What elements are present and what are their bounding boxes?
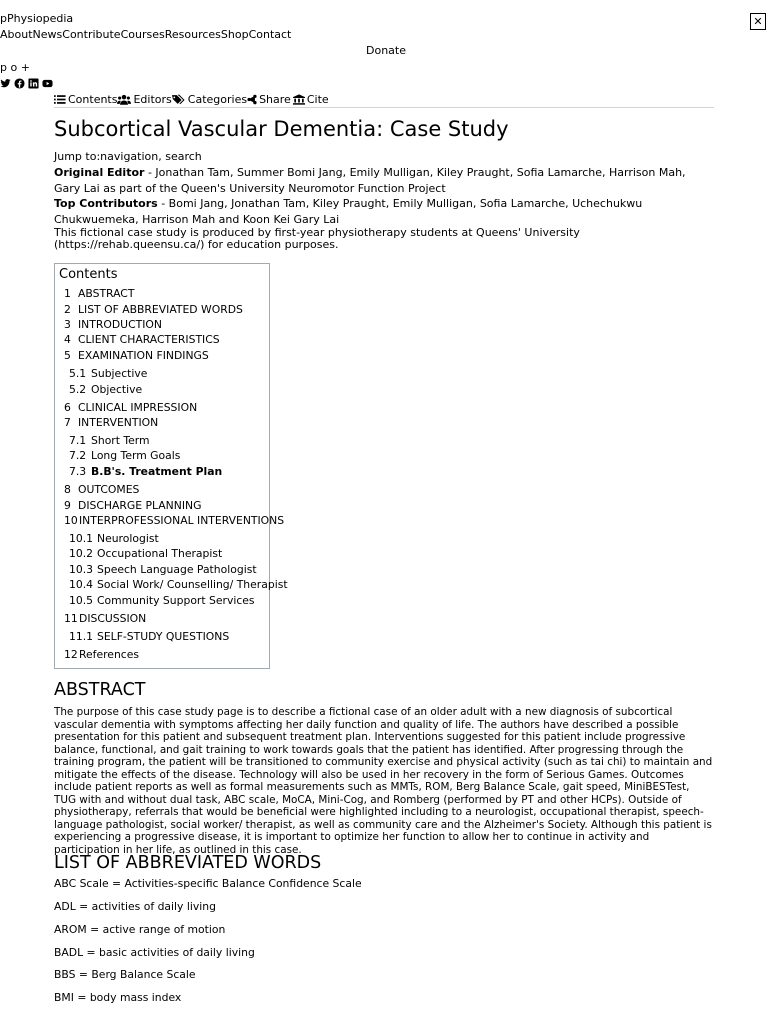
toolbar-contents[interactable]	[54, 93, 117, 106]
abbreviation-item: ADL = activities of daily living	[54, 900, 216, 913]
toc-item[interactable]	[64, 401, 197, 414]
toc-item-number: 9	[64, 499, 71, 512]
toc-item-label: CLIENT CHARACTERISTICS	[78, 333, 220, 346]
toc-item-label: DISCUSSION	[79, 612, 147, 625]
toolbar-share[interactable]	[247, 93, 291, 106]
toc-item[interactable]	[64, 612, 146, 625]
misc-line: p o +	[0, 61, 30, 74]
abbreviation-item: BMI = body mass index	[54, 991, 182, 1004]
toc-item-number: 10.2	[69, 547, 94, 560]
toc-item-number: 7.2	[69, 449, 87, 462]
toc-item[interactable]	[64, 416, 158, 429]
site-logo[interactable]: pPhysiopedia	[0, 12, 74, 25]
abbreviation-item: BADL = basic activities of daily living	[54, 946, 255, 959]
top-contributors-label: Top Contributors	[54, 197, 158, 210]
toc-item-label: Subjective	[91, 367, 148, 380]
toc-item-number: 7.1	[69, 434, 87, 447]
toc-item-label: Short Term	[91, 434, 150, 447]
toc-item-label: INTERVENTION	[78, 416, 159, 429]
toc-title: Contents	[59, 267, 118, 282]
toc-item[interactable]	[69, 630, 229, 643]
toc-item-label: B.B's. Treatment Plan	[91, 465, 223, 478]
linkedin-icon[interactable]	[28, 78, 39, 89]
nav-contact[interactable]: Contact	[248, 28, 292, 41]
nav-about[interactable]: About	[0, 28, 33, 41]
nav-resources[interactable]: Resources	[164, 28, 221, 41]
nav-contribute[interactable]: Contribute	[62, 28, 121, 41]
toc-item[interactable]	[64, 287, 134, 300]
toc-item[interactable]	[69, 532, 159, 545]
toc-item[interactable]	[64, 483, 139, 496]
original-editor	[54, 165, 714, 196]
toc-item-label: INTRODUCTION	[78, 318, 162, 331]
close-icon: ✕	[753, 15, 763, 28]
share-icon	[247, 94, 257, 105]
table-of-contents	[54, 263, 288, 669]
toc-item[interactable]	[64, 514, 284, 527]
toolbar-editors-label: Editors	[133, 93, 172, 106]
abstract-text: The purpose of this case study page is to describe a fictional case of an older adult with a new diagnosis of subcortical vascular dementia with symptoms affecting her daily function and quality of life. The authors have described a possible presentation for this patient and subsequent treatment plan. Interventions suggested for this patient include progressive balance, functional, and gait training to work towards goals that the patient has identified. After progressing through the training program, the patient will be transitioned to community exercise and physical activity (such as tai chi) to maintain and mitigate the effects of the disease. Technology will also be used in her recovery in the form of Serious Games. Outcomes include patient reports as well as formal measurements such as MMTs, ROM, Berg Balance Scale, gait speed, MiniBESTest, TUG with and without dual task, ABC scale, MoCA, Mini-Cog, and Romberg (performed by PT and other HCPs). Outside of physiotherapy, referrals that would be beneficial were highlighted including to a neurologist, occupational therapist, speech-language pathologist, social worker/ therapist, as well as community care and the Alzheimer's Society. Although this patient is experiencing a progressive disease, it is important to optimize her function to allow her to continue in activity and participation in her life, as outlined in this case.	[54, 706, 713, 856]
toc-item-label: INTERPROFESSIONAL INTERVENTIONS	[79, 514, 285, 527]
toc-item-number: 2	[64, 303, 71, 316]
toc-item-label: Neurologist	[97, 532, 159, 545]
toc-item[interactable]	[69, 449, 180, 462]
abbreviations-heading: LIST OF ABBREVIATED WORDS	[54, 853, 322, 873]
close-button[interactable]	[750, 13, 766, 30]
toc-item-number: 7.3	[69, 465, 87, 478]
nav-news[interactable]: News	[32, 28, 63, 41]
toc-item-number: 5	[64, 349, 71, 362]
toc-item-number: 7	[64, 416, 71, 429]
institution-icon	[293, 94, 305, 105]
toc-item[interactable]	[69, 434, 150, 447]
toc-item[interactable]	[64, 648, 139, 661]
twitter-icon[interactable]	[0, 78, 11, 89]
toc-item-number: 1	[64, 287, 71, 300]
toc-item-number: 11.1	[69, 630, 94, 643]
toc-item[interactable]	[64, 349, 209, 362]
toc-item-label: CLINICAL IMPRESSION	[78, 401, 198, 414]
toc-item-label: EXAMINATION FINDINGS	[78, 349, 209, 362]
toc-item[interactable]	[69, 367, 147, 380]
toc-item-number: 5.2	[69, 383, 87, 396]
toc-item[interactable]	[69, 563, 257, 576]
abstract-heading: ABSTRACT	[54, 680, 146, 700]
toc-item-number: 4	[64, 333, 71, 346]
disclaimer: This fictional case study is produced by first-year physiotherapy students at Queens' University (https://rehab.queensu.ca/) for education purposes.	[54, 226, 580, 251]
toc-item-label: Community Support Services	[97, 594, 255, 607]
toc-item-number: 6	[64, 401, 71, 414]
toc-item-number: 3	[64, 318, 71, 331]
toolbar-categories[interactable]	[172, 93, 247, 106]
toc-item-number: 5.1	[69, 367, 87, 380]
toc-item-number: 10.3	[69, 563, 94, 576]
toc-item[interactable]	[69, 594, 255, 607]
toc-item-label: Social Work/ Counselling/ Therapist	[97, 578, 288, 591]
nav-courses[interactable]: Courses	[120, 28, 165, 41]
toc-item[interactable]	[69, 465, 222, 478]
toc-item-label: DISCHARGE PLANNING	[78, 499, 202, 512]
article-toolbar	[54, 92, 714, 108]
abbreviation-item: ABC Scale = Activities-specific Balance Confidence Scale	[54, 877, 362, 890]
list-icon	[54, 94, 66, 105]
jump-to-links[interactable]: Jump to:navigation, search	[54, 150, 202, 163]
toolbar-cite-label: Cite	[306, 93, 329, 106]
toc-item[interactable]	[64, 499, 201, 512]
toc-item-label: ABSTRACT	[78, 287, 135, 300]
toc-item-number: 11	[64, 612, 78, 625]
toolbar-share-label: Share	[259, 93, 291, 106]
abbreviation-item: AROM = active range of motion	[54, 923, 226, 936]
toolbar-cite[interactable]	[293, 93, 329, 106]
toc-item[interactable]	[64, 303, 243, 316]
toc-item-label: Occupational Therapist	[97, 547, 223, 560]
toc-item-number: 10.1	[69, 532, 94, 545]
toc-item-label: Long Term Goals	[91, 449, 181, 462]
main-nav	[0, 28, 291, 41]
toc-item[interactable]	[69, 578, 288, 591]
abbreviation-item: BBS = Berg Balance Scale	[54, 968, 196, 981]
toc-item[interactable]	[69, 547, 222, 560]
toc-item-number: 10.4	[69, 578, 94, 591]
toc-item-label: OUTCOMES	[78, 483, 140, 496]
youtube-icon[interactable]	[42, 78, 53, 89]
toolbar-contents-label: Contents	[68, 93, 118, 106]
top-contributors	[54, 196, 714, 227]
original-editor-names: - Jonathan Tam, Summer Bomi Jang, Emily Mulligan, Kiley Praught, Sofia Lamarche, Harrison Mah, Gary Lai as part of the Queen's University Neuromotor Function Project	[54, 166, 686, 195]
toc-item-number: 10.5	[69, 594, 94, 607]
toc-item-label: Objective	[91, 383, 143, 396]
social-links	[0, 78, 53, 89]
toc-item-number: 10	[64, 514, 78, 527]
toc-item-number: 12	[64, 648, 78, 661]
toc-item-label: Speech Language Pathologist	[97, 563, 257, 576]
donate-button[interactable]: Donate	[366, 44, 406, 57]
toc-item-label: SELF-STUDY QUESTIONS	[97, 630, 230, 643]
top-contributors-names: - Bomi Jang, Jonathan Tam, Kiley Praught, Emily Mulligan, Sofia Lamarche, Uchechukwu Chukwuemeka, Harrison Mah and Koon Kei Gary Lai	[54, 197, 643, 226]
toc-item-label: LIST OF ABBREVIATED WORDS	[78, 303, 243, 316]
toc-item[interactable]	[69, 383, 142, 396]
users-icon	[117, 94, 131, 105]
facebook-icon[interactable]	[14, 78, 25, 89]
original-editor-label: Original Editor	[54, 166, 145, 179]
toc-item[interactable]	[64, 333, 220, 346]
toc-item[interactable]	[64, 318, 162, 331]
page-title: Subcortical Vascular Dementia: Case Study	[54, 117, 509, 141]
toc-item-number: 8	[64, 483, 71, 496]
toolbar-categories-label: Categories	[187, 93, 248, 106]
toolbar-editors[interactable]	[117, 93, 171, 106]
nav-shop[interactable]: Shop	[220, 28, 249, 41]
toc-item-label: References	[79, 648, 139, 661]
tags-icon	[172, 94, 186, 105]
